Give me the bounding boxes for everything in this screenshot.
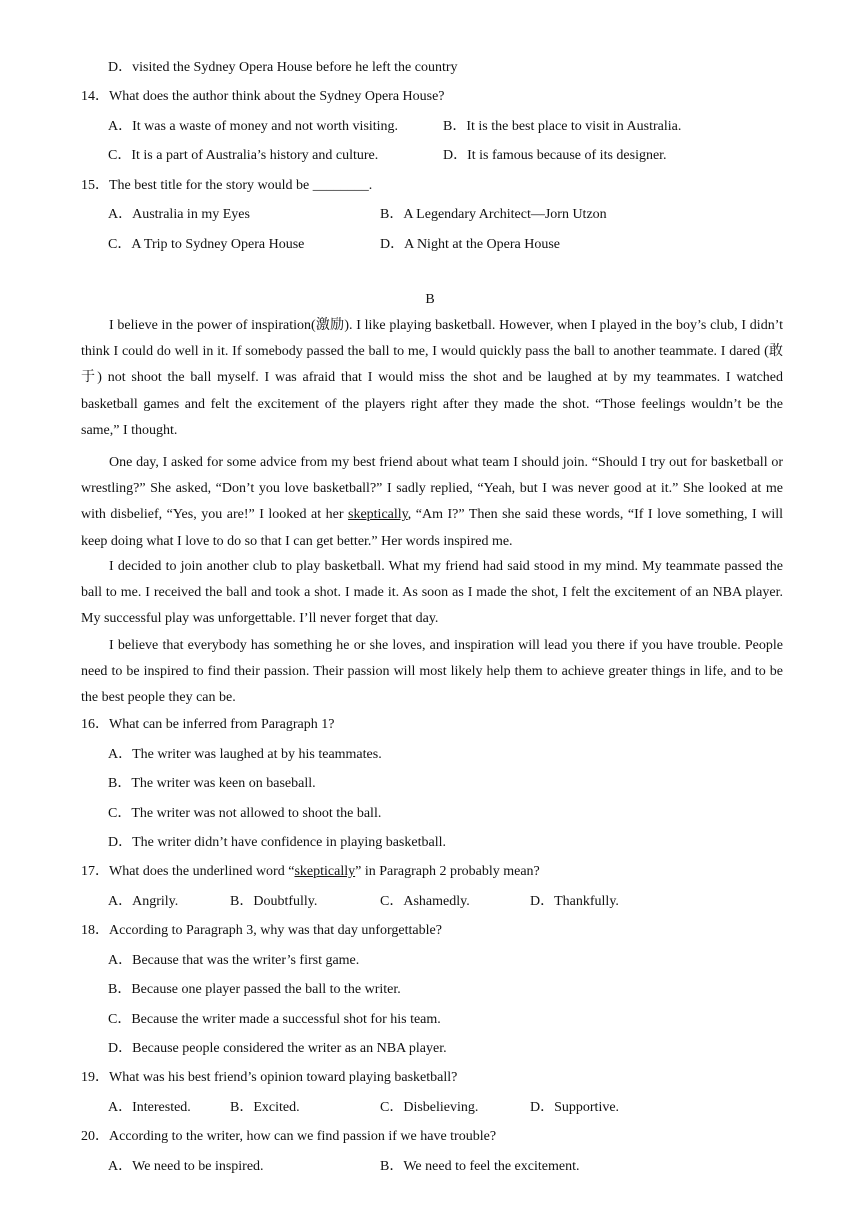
q17-option-b: B．Doubtfully.: [230, 894, 318, 909]
q15-question: 15．The best title for the story would be ________.: [81, 178, 373, 193]
underlined-word: skeptically: [348, 507, 408, 523]
section-heading: B: [425, 292, 435, 307]
q15-option-d: D．A Night at the Opera House: [380, 237, 561, 252]
q14-option-d: D．It is famous because of its designer.: [443, 148, 667, 163]
q19-option-c: C．Disbelieving.: [380, 1100, 479, 1115]
q17-option-c: C．Ashamedly.: [380, 894, 470, 909]
q15-option-b: B．A Legendary Architect—Jorn Utzon: [380, 207, 607, 222]
q15-option-a: A．Australia in my Eyes: [108, 207, 250, 222]
paragraph-4: [81, 633, 783, 712]
q15-option-c: C．A Trip to Sydney Opera House: [108, 237, 305, 252]
paragraph-3: [81, 554, 783, 633]
q17-underlined-word: skeptically: [294, 864, 356, 879]
q19-option-a: A．Interested.: [108, 1100, 191, 1115]
q16-option-d: D．The writer didn’t have confidence in playing basketball.: [108, 835, 446, 850]
paragraph-4-text: I believe that everybody has something he or she loves, and inspiration will lead you there if you have trouble. People need to be inspired to find their passion. Their passion will most likely help them to achieve greater things in life, and to be the best people they can be.: [81, 638, 783, 706]
q18-question: 18．According to Paragraph 3, why was that day unforgettable?: [81, 923, 442, 938]
q17-question: [81, 863, 540, 881]
q16-option-b: B．The writer was keen on baseball.: [108, 776, 316, 791]
q18-option-a: A．Because that was the writer’s first game.: [108, 953, 360, 968]
paragraph-2-text-before: One day, I asked for some advice from my best friend about what team I should join. “Should I try out for basketball or wrestling?” She asked, “Don’t you love basketball?” I sadly replied, “Yeah, but I was never good at it.” She looked at me with disbelief, “Yes, you are!” I looked at her: [81, 455, 783, 523]
q18-option-c: C．Because the writer made a successful shot for his team.: [108, 1012, 441, 1027]
paragraph-3-text: I decided to join another club to play basketball. What my friend had said stood in my mind. My teammate passed the ball to me. I received the ball and took a shot. I made it. As soon as I made the shot, I felt the excitement of an NBA player. My successful play was unforgettable. I’ll never forget that day.: [81, 559, 783, 627]
paragraph-1-text: I believe in the power of inspiration(激励). I like playing basketball. However, when I played in the boy’s club, I didn’t think I could do well in it. If somebody passed the ball to me, I would quickly pass the ball to another teammate. I dared (敢于) not shoot the ball myself. I was afraid that I would miss the shot and be laughed at by my teammates. I watched basketball games and felt the excitement of the players right after they made the shot. “Those feelings wouldn’t be the same,” I thought.: [81, 318, 783, 438]
q16-question: 16．What can be inferred from Paragraph 1?: [81, 717, 335, 732]
q19-option-b: B．Excited.: [230, 1100, 300, 1115]
paragraph-2-text-after: , “Am I?” Then she said these words, “If I love something, I will keep doing what I love to do so that I can get better.” Her words inspired me.: [81, 507, 783, 549]
q16-option-c: C．The writer was not allowed to shoot the ball.: [108, 806, 382, 821]
q19-option-d: D．Supportive.: [530, 1100, 620, 1115]
q14-option-c: C．It is a part of Australia’s history and culture.: [108, 148, 379, 163]
q16-option-a: A．The writer was laughed at by his teammates.: [108, 747, 382, 762]
paragraph-2: [81, 450, 783, 555]
q13-option-d: D．visited the Sydney Opera House before he left the country: [108, 60, 458, 75]
q14-option-b: B．It is the best place to visit in Australia.: [443, 119, 682, 134]
q20-option-a: A．We need to be inspired.: [108, 1159, 264, 1174]
paragraph-1: [81, 313, 783, 444]
q18-option-d: D．Because people considered the writer as an NBA player.: [108, 1041, 447, 1056]
q17-question-after: ” in Paragraph 2 probably mean?: [355, 864, 540, 879]
q18-option-b: B．Because one player passed the ball to the writer.: [108, 982, 401, 997]
q17-option-a: A．Angrily.: [108, 894, 179, 909]
q17-option-d: D．Thankfully.: [530, 894, 619, 909]
q19-question: 19．What was his best friend’s opinion toward playing basketball?: [81, 1070, 458, 1085]
q20-option-b: B．We need to feel the excitement.: [380, 1159, 580, 1174]
q14-option-a: A．It was a waste of money and not worth visiting.: [108, 119, 399, 134]
q14-question: 14．What does the author think about the Sydney Opera House?: [81, 89, 445, 104]
q20-question: 20．According to the writer, how can we find passion if we have trouble?: [81, 1129, 497, 1144]
q17-question-before: 17．What does the underlined word “: [81, 864, 295, 879]
